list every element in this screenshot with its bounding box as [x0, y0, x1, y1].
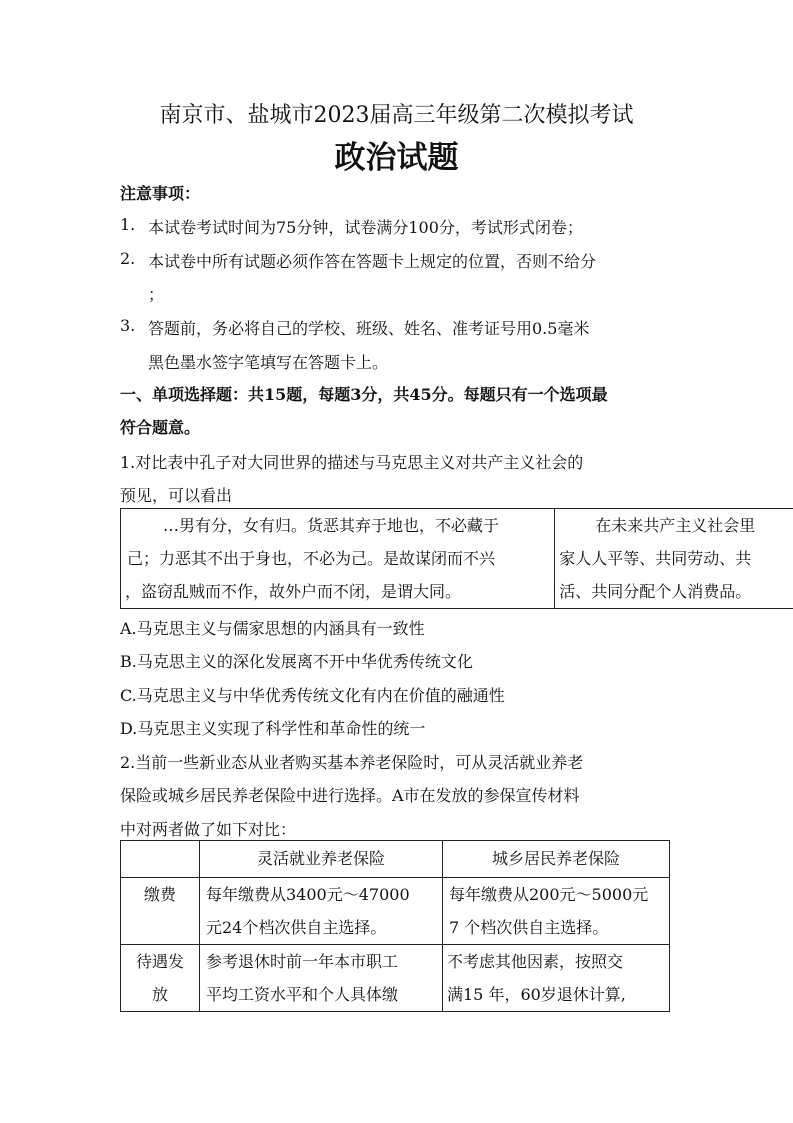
cell-line: 平均工资水平和个人具体缴	[206, 985, 399, 1004]
row-label-cell	[121, 945, 200, 1012]
table-header-cell	[121, 841, 200, 878]
cell-line: 每年缴费从3400元～47000	[206, 885, 410, 904]
row-label: 放	[151, 985, 168, 1004]
cell-line: 元24个档次供自主选择。	[206, 918, 387, 937]
note-text: 本试卷考试时间为75分钟，试卷满分100分，考试形式闭卷；	[148, 218, 583, 237]
header-label: 城乡居民养老保险	[491, 849, 620, 868]
question-stem: 预见，可以看出	[120, 486, 233, 505]
cell-line: 活、共同分配个人消费品。	[559, 582, 752, 601]
question-stem: 中对两者做了如下对比：	[120, 820, 297, 839]
notes-heading: 注意事项：	[120, 184, 201, 203]
note-number: 3.	[120, 316, 136, 335]
row-label: 待遇发	[135, 952, 184, 971]
option-c: C.马克思主义与中华优秀传统文化有内在价值的融通性	[120, 686, 505, 705]
confucius-quote-cell	[121, 509, 555, 609]
section-heading: 一、单项选择题：共15题，每题3分，共45分。每题只有一个选项最	[120, 385, 608, 404]
table-header-cell	[443, 841, 670, 878]
note-number: 1.	[120, 215, 136, 234]
cell-line: 每年缴费从200元～5000元	[449, 885, 649, 904]
cell-line: 满15 年，60岁退休计算,	[447, 985, 626, 1004]
cell-line: 在未来共产主义社会里	[595, 516, 756, 535]
cell-line: 7 个档次供自主选择。	[449, 918, 609, 937]
note-text: 本试卷中所有试题必须作答在答题卡上规定的位置，否则不给分	[148, 252, 597, 271]
note-text: ；	[148, 285, 165, 304]
table-cell	[443, 878, 670, 945]
exam-title: 政治试题	[334, 140, 459, 176]
table-cell	[200, 945, 443, 1012]
table-cell	[443, 945, 670, 1012]
marxism-quote-cell	[555, 509, 793, 609]
cell-line: 参考退休时前一年本市职工	[206, 952, 399, 971]
table-cell	[200, 878, 443, 945]
cell-line: 家人人平等、共同劳动、共	[559, 549, 752, 568]
row-label: 缴费	[143, 885, 176, 904]
question-stem: 1.对比表中孔子对大同世界的描述与马克思主义对共产主义社会的	[120, 453, 584, 472]
table-row	[121, 878, 670, 945]
option-b: B.马克思主义的深化发展离不开中华优秀传统文化	[120, 652, 473, 671]
note-text: 黑色墨水签字笔填写在答题卡上。	[148, 353, 389, 372]
pension-comparison-table	[120, 840, 670, 1012]
header-label: 灵活就业养老保险	[256, 849, 385, 868]
row-label-cell	[121, 878, 200, 945]
cell-line: 不考虑其他因素，按照交	[447, 952, 624, 971]
exam-subtitle: 南京市、盐城市2023届高三年级第二次模拟考试	[159, 103, 634, 128]
cell-line: …男有分，女有归。货恶其弃于地也，不必藏于	[163, 516, 500, 535]
option-a: A.马克思主义与儒家思想的内涵具有一致性	[120, 619, 425, 638]
table-row	[121, 945, 670, 1012]
section-heading: 符合题意。	[120, 418, 201, 437]
note-number: 2.	[120, 249, 136, 268]
cell-line: 己；力恶其不出于身也，不必为己。是故谋闭而不兴	[127, 549, 496, 568]
question-stem: 保险或城乡居民养老保险中进行选择。A市在发放的参保宣传材料	[120, 786, 580, 805]
table-header-cell	[200, 841, 443, 878]
note-text: 答题前，务必将自己的学校、班级、姓名、准考证号用0.5毫米	[148, 319, 590, 338]
q1-comparison-table	[120, 508, 793, 609]
option-d: D.马克思主义实现了科学性和革命性的统一	[120, 719, 426, 738]
cell-line: ，盗窃乱贼而不作，故外户而不闭，是谓大同。	[125, 582, 462, 601]
question-stem: 2.当前一些新业态从业者购买基本养老保险时，可从灵活就业养老	[120, 753, 584, 772]
